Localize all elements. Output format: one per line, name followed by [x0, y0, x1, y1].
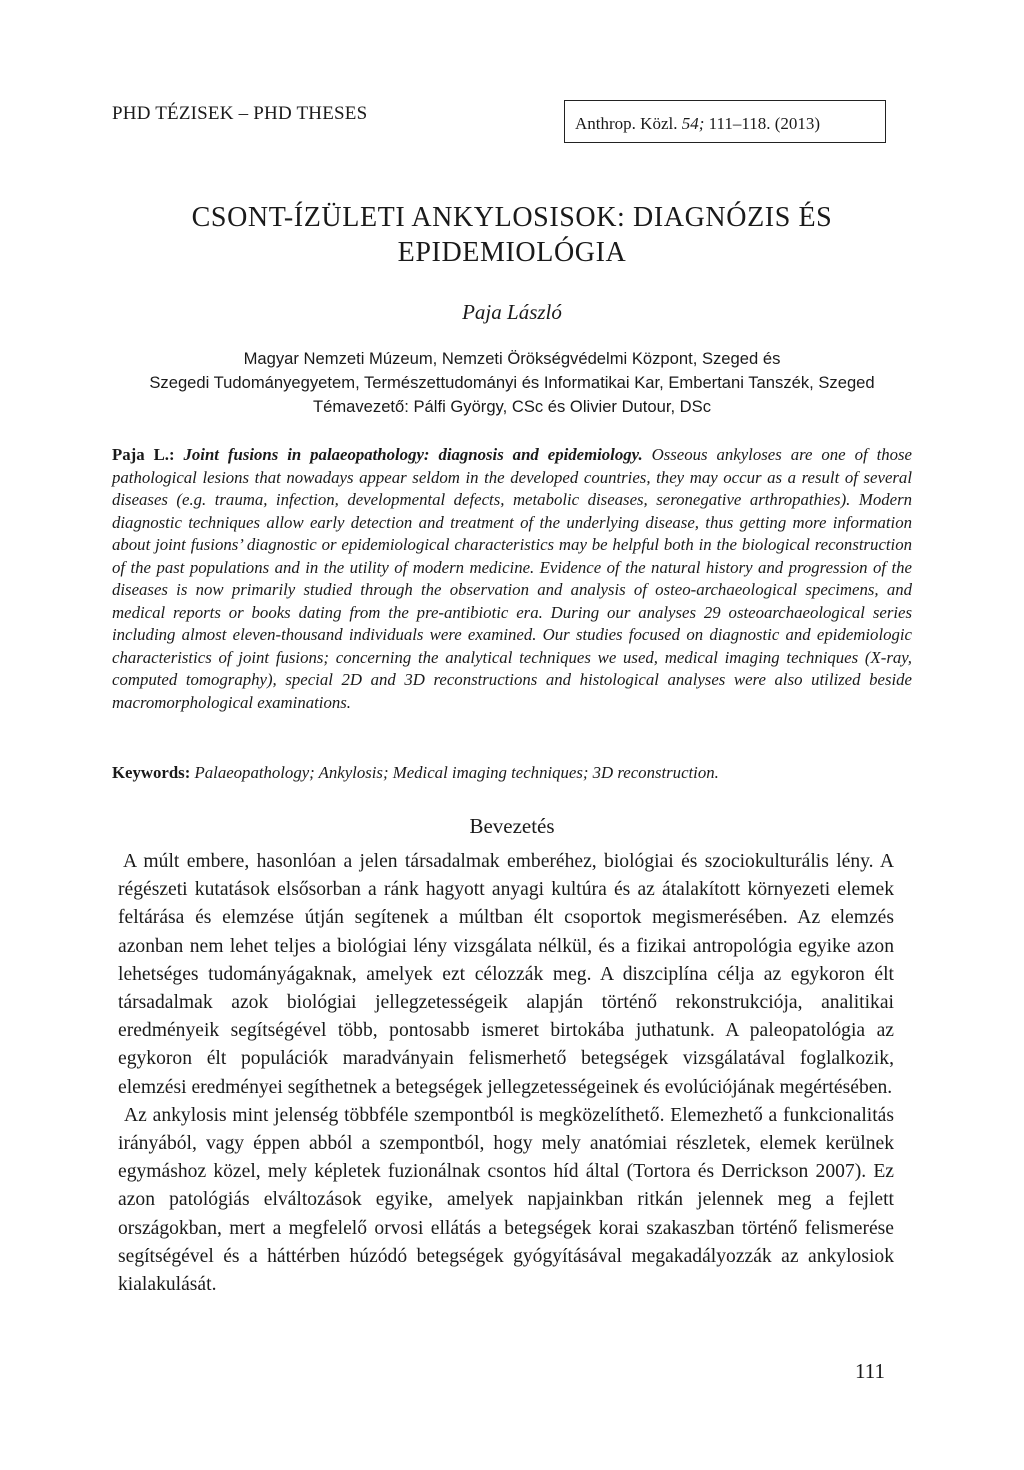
- affiliation-line-1: Magyar Nemzeti Múzeum, Nemzeti Örökségvédelmi Központ, Szeged és: [243, 349, 781, 368]
- affiliation-block: [112, 347, 912, 419]
- paper-title-line-1: CSONT-ÍZÜLETI ANKYLOSISOK: DIAGNÓZIS ÉS: [191, 202, 833, 233]
- body-paragraph-2: Az ankylosis mint jelenség többféle szempontból is megközelíthető. Elemezhető a funkcionalitás irányából, vagy éppen abból a szempontból, hogy mely anatómiai részletek, elemek kerülnek egymáshoz közel, mely képletek fuzionálnak csontos híd által (Tortora és Derrickson 2007). Ez azon patológiás elváltozások egyike, amelyek napjainkban ritkán jelennek meg a fejlett országokban, mert a megfelelő orvosi ellátás a betegségek korai szakaszban történő felismerése segítségével és a háttérben húzódó betegségek gyógyításával megakadályozzák az ankylosiok kialakulását.: [118, 1104, 894, 1296]
- keywords-label: Keywords:: [112, 763, 191, 782]
- keywords: [112, 762, 912, 784]
- paper-title-line-2: EPIDEMIOLÓGIA: [397, 237, 627, 268]
- body-text: [118, 848, 894, 1299]
- abstract: [112, 444, 912, 714]
- body-paragraph-1: A múlt embere, hasonlóan a jelen társadalmak emberéhez, biológiai és szociokulturális lény. A régészeti kutatások elsősorban a ránk hagyott anyagi kultúra és az átalakított környezeti elemek feltárása és elemzése útján segítenek a múltban élt csoportok megismerésében. Az elemzés azonban nem lehet teljes a biológiai lény vizsgálata nélkül, és a fizikai antropológia egyike azon lehetséges tudományágaknak, amelyek ezt célozzák meg. A diszciplína célja az egykoron élt társadalmak azok biológiai jellegzetességeik alapján történő rekonstrukciója, analitikai eredményeik segítségével több, pontosabb ismeret birtokába juthatunk. A paleopatológia az egykoron élt populációk maradványain felismerhető betegségek vizsgálatával foglalkozik, elemzési eredményei segíthetnek a betegségek jellegzetességeinek és evolúciójának megértésében.: [118, 851, 894, 1098]
- keywords-text: Palaeopathology; Ankylosis; Medical imaging techniques; 3D reconstruction.: [194, 763, 719, 782]
- journal-citation-box: [564, 100, 886, 143]
- section-heading: Bevezetés: [469, 814, 555, 838]
- affiliation-line-2: Szegedi Tudományegyetem, Természettudományi és Informatikai Kar, Embertani Tanszék, Szeged: [149, 373, 875, 392]
- paper-title: [112, 200, 912, 270]
- page-number: 111: [855, 1359, 885, 1383]
- supervisors-line: Témavezető: Pálfi György, CSc és Olivier Dutour, DSc: [312, 397, 712, 416]
- author-name: Paja László: [462, 300, 562, 324]
- journal-pages: 111–118. (2013): [704, 114, 821, 133]
- series-label: PHD TÉZISEK – PHD THESES: [112, 103, 368, 124]
- abstract-author: Paja L.:: [112, 445, 175, 464]
- journal-name: Anthrop. Közl.: [575, 114, 682, 133]
- journal-volume: 54;: [681, 114, 705, 133]
- abstract-title: Joint fusions in palaeopathology: diagnosis and epidemiology.: [183, 445, 643, 464]
- abstract-text: Osseous ankyloses are one of those pathological lesions that nowadays appear seldom in the developed countries, they may occur as a result of several diseases (e.g. trauma, infection, developmental defects, metabolic diseases, seronegative arthropathies). Modern diagnostic techniques allow early detection and treatment of the underlying disease, thus getting more information about joint fusions’ diagnostic or epidemiological characteristics may be helpful both in the biological reconstruction of the past populations and in the utility of modern medicine. Evidence of the natural history and progression of the diseases is now primarily studied through the observation and analysis of osteo-archaeological specimens, and medical reports or books dating from the pre-antibiotic era. During our analyses 29 osteoarchaeological series including almost eleven-thousand individuals were examined. Our studies focused on diagnostic and epidemiologic characteristics of joint fusions; concerning the analytical techniques we used, medical imaging techniques (X-ray, computed tomography), special 2D and 3D reconstructions and histological analyses were also utilized beside macromorphological examinations.: [112, 445, 912, 712]
